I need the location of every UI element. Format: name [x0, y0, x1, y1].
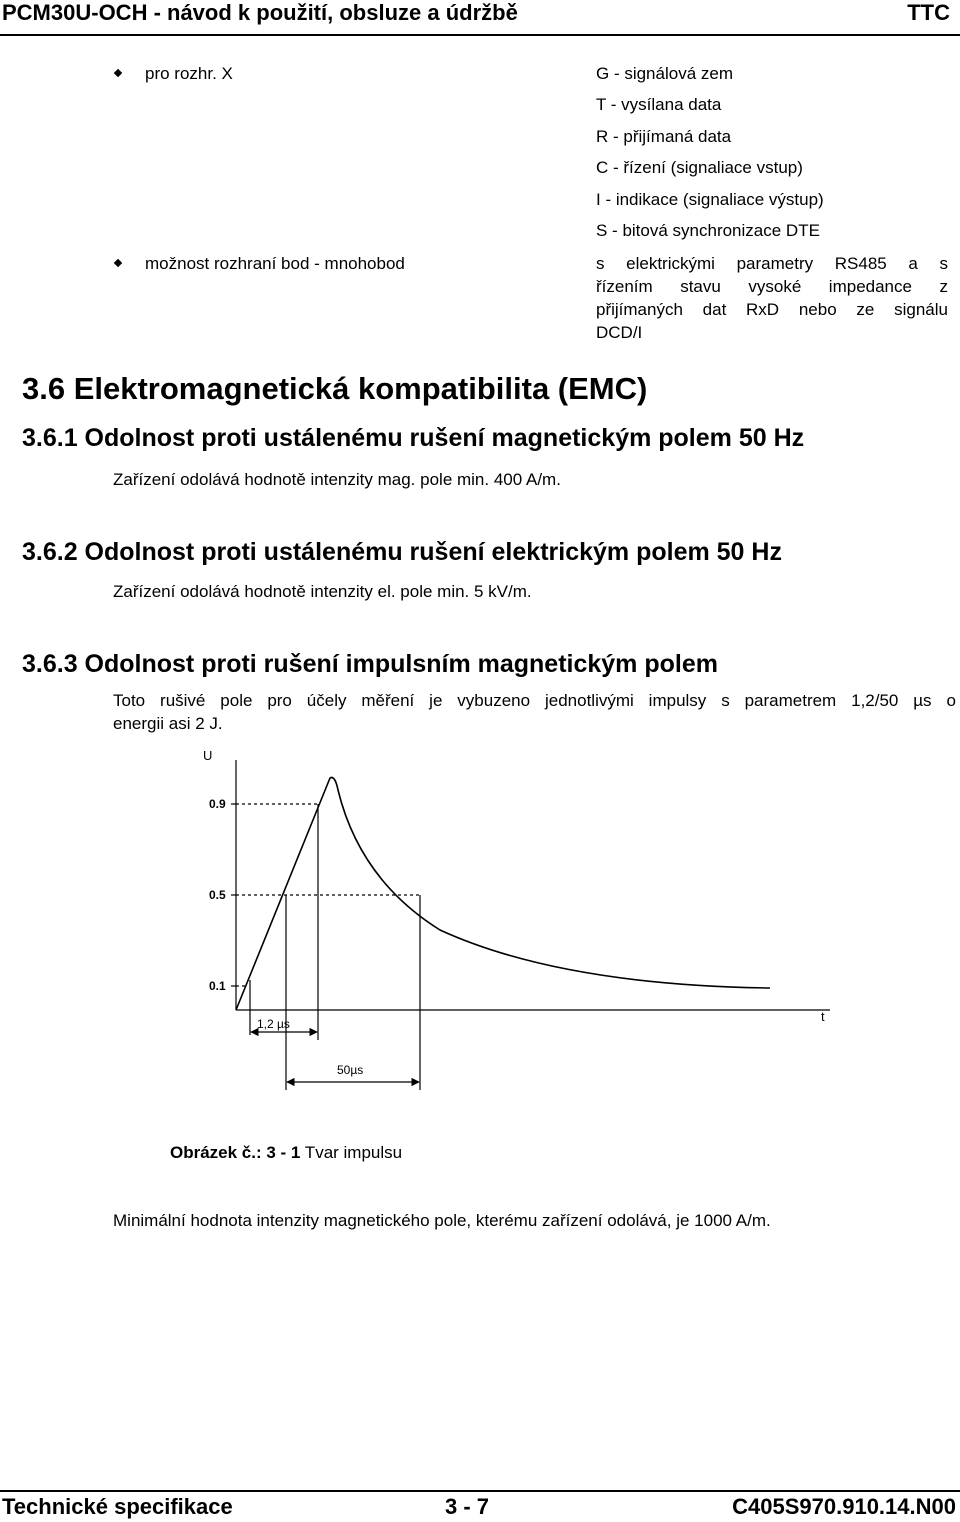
- word: pro: [267, 691, 292, 710]
- word: vysoké: [748, 277, 802, 296]
- pulse-curve: [236, 778, 770, 1011]
- figure-caption: [170, 1143, 402, 1163]
- footer-rule: [0, 1490, 960, 1492]
- level-label: 0.5: [209, 888, 226, 902]
- word: stavu: [680, 277, 721, 296]
- signal-item: R - přijímaná data: [596, 127, 732, 146]
- signal-item: G - signálová zem: [596, 64, 733, 83]
- x-axis-label: t: [821, 1009, 825, 1024]
- word: 1,2/50: [851, 691, 899, 710]
- word: z: [939, 277, 948, 296]
- word: je: [429, 691, 443, 710]
- word: účely: [306, 691, 347, 710]
- bullet-label: možnost rozhraní bod - mnohobod: [145, 254, 405, 273]
- subsection-text-363-cont: energii asi 2 J.: [113, 714, 223, 733]
- level-label: 0.9: [209, 797, 226, 811]
- bullet-label: pro rozhr. X: [145, 64, 233, 83]
- caption-number: Obrázek č.: 3 - 1: [170, 1143, 301, 1162]
- y-axis-label: U: [203, 748, 213, 763]
- footer-section: Technické specifikace: [2, 1494, 233, 1519]
- word: s: [939, 254, 948, 273]
- word: ze: [856, 300, 875, 319]
- word: a: [908, 254, 918, 273]
- word: RS485: [834, 254, 887, 273]
- word: jednotlivými: [544, 691, 634, 710]
- word: RxD: [746, 300, 780, 319]
- signal-item: I - indikace (signaliace výstup): [596, 190, 824, 209]
- word: o: [946, 691, 956, 710]
- word: pole: [220, 691, 253, 710]
- closing-paragraph: Minimální hodnota intenzity magnetického pole, kterému zařízení odolává, je 1000 A/m.: [113, 1211, 771, 1230]
- word: signálu: [894, 300, 948, 319]
- subsection-text-362: Zařízení odolává hodnotě intenzity el. pole min. 5 kV/m.: [113, 582, 532, 601]
- rise-time-label: 1,2 µs: [257, 1017, 290, 1031]
- subsection-heading-362: 3.6.2 Odolnost proti ustálenému rušení elektrickým polem 50 Hz: [22, 538, 782, 566]
- half-time-label: 50µs: [337, 1063, 364, 1077]
- word: elektrickými: [626, 254, 715, 273]
- level-label: 0.1: [209, 979, 226, 993]
- word: měření: [361, 691, 415, 710]
- word: řízením: [596, 277, 653, 296]
- word: nebo: [798, 300, 837, 319]
- word: přijímaných: [596, 300, 683, 319]
- subsection-heading-363: 3.6.3 Odolnost proti rušení impulsním magnetickým polem: [22, 650, 718, 678]
- word: dat: [702, 300, 727, 319]
- word: parametrem: [744, 691, 837, 710]
- section-heading: 3.6 Elektromagnetická kompatibilita (EMC): [22, 371, 648, 406]
- word: s: [721, 691, 730, 710]
- signal-item: C - řízení (signaliace vstup): [596, 158, 803, 177]
- footer-page-number: 3 - 7: [445, 1494, 490, 1519]
- footer-doc-code: C405S970.910.14.N00: [732, 1494, 956, 1519]
- word: impedance: [828, 277, 912, 296]
- signal-item: T - vysílana data: [596, 95, 722, 114]
- word: Toto: [113, 691, 146, 710]
- multipoint-line: DCD/I: [596, 323, 643, 342]
- caption-text: Tvar impulsu: [300, 1143, 403, 1162]
- signal-item: S - bitová synchronizace DTE: [596, 221, 820, 240]
- subsection-heading-361: 3.6.1 Odolnost proti ustálenému rušení magnetickým polem 50 Hz: [22, 424, 805, 452]
- word: rušivé: [160, 691, 206, 710]
- header-title: PCM30U-OCH - návod k použití, obsluze a údržbě: [2, 0, 518, 25]
- subsection-text-361: Zařízení odolává hodnotě intenzity mag. pole min. 400 A/m.: [113, 470, 561, 489]
- word: s: [596, 254, 605, 273]
- word: µs: [913, 691, 932, 710]
- header-company: TTC: [907, 0, 950, 25]
- word: vybuzeno: [457, 691, 531, 710]
- word: impulsy: [648, 691, 707, 710]
- word: parametry: [736, 254, 814, 273]
